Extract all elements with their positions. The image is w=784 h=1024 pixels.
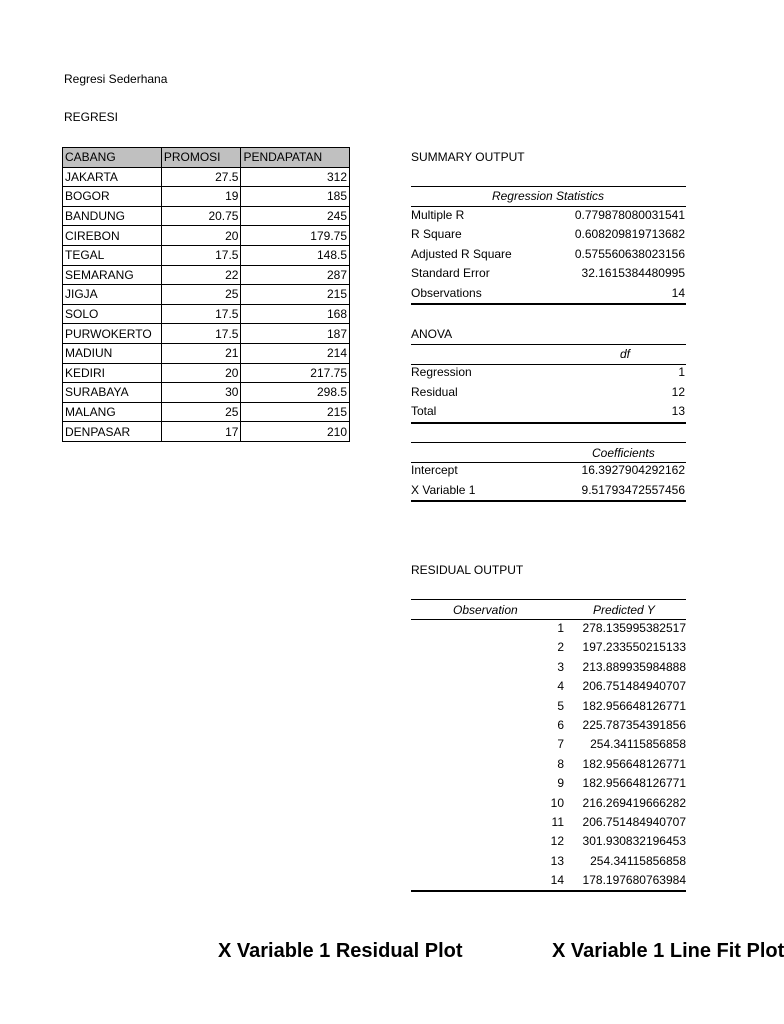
predicted-value: 213.889935984888: [582, 659, 686, 674]
pendapatan-cell: 214: [241, 343, 350, 363]
pendapatan-cell: 148.5: [241, 245, 350, 265]
anova-title: ANOVA: [411, 327, 453, 341]
promosi-cell: 20: [161, 363, 241, 383]
predicted-value: 225.787354391856: [582, 718, 686, 732]
anova-label: Residual: [411, 384, 458, 399]
pendapatan-cell: 179.75: [241, 226, 350, 246]
column-header-cabang: CABANG: [63, 148, 162, 168]
observation-number: 8: [557, 756, 564, 771]
observation-number: 12: [550, 834, 564, 849]
pendapatan-cell: 215: [241, 285, 350, 305]
stat-row: [411, 284, 685, 303]
observation-number: 14: [550, 873, 564, 888]
coefficient-label: X Variable 1: [411, 483, 476, 497]
predicted-value: 278.135995382517: [582, 621, 686, 635]
stat-row: [411, 225, 685, 244]
cabang-cell: SEMARANG: [63, 265, 162, 285]
table-row: [63, 265, 350, 285]
coefficient-label: Intercept: [411, 463, 458, 477]
observation-number: 1: [557, 621, 564, 635]
coefficient-row: [411, 481, 685, 500]
pendapatan-cell: 245: [241, 206, 350, 226]
promosi-cell: 17.5: [161, 304, 241, 324]
observation-number: 13: [550, 853, 564, 868]
table-row: [63, 363, 350, 383]
table-row: [63, 285, 350, 305]
promosi-cell: 25: [161, 402, 241, 422]
table-row: [63, 304, 350, 324]
cabang-cell: KEDIRI: [63, 363, 162, 383]
stat-label: Standard Error: [411, 266, 490, 281]
predicted-value: 206.751484940707: [582, 815, 686, 829]
observation-number: 4: [557, 679, 564, 694]
stat-label: R Square: [411, 227, 462, 242]
anova-row: [411, 383, 685, 402]
cabang-cell: SOLO: [63, 304, 162, 324]
anova-label: Total: [411, 404, 437, 418]
promosi-cell: 25: [161, 285, 241, 305]
predicted-value: 197.233550215133: [582, 640, 686, 655]
pendapatan-cell: 210: [241, 422, 350, 442]
stat-value: 0.779878080031541: [574, 208, 685, 222]
predicted-value: 301.930832196453: [582, 834, 686, 849]
residual-row: [411, 774, 686, 793]
cabang-cell: SURABAYA: [63, 383, 162, 403]
anova-row: [411, 402, 685, 421]
stat-value: 0.575560638023156: [574, 246, 685, 261]
observation-number: 5: [557, 698, 564, 713]
promosi-cell: 17: [161, 422, 241, 442]
promosi-cell: 27.5: [161, 167, 241, 187]
residual-row: [411, 735, 686, 754]
coefficient-value: 16.3927904292162: [581, 463, 685, 477]
df-header: df: [620, 347, 631, 361]
anova-row: [411, 363, 685, 382]
cabang-cell: JAKARTA: [63, 167, 162, 187]
divider: [411, 303, 686, 305]
pendapatan-cell: 287: [241, 265, 350, 285]
residual-plot-title: X Variable 1 Residual Plot: [218, 940, 463, 962]
residual-row: [411, 697, 686, 716]
pendapatan-cell: 215: [241, 402, 350, 422]
anova-value: 1: [678, 365, 685, 379]
residual-row: [411, 852, 686, 871]
table-header-row: [63, 148, 350, 168]
predicted-value: 254.34115856858: [590, 737, 686, 752]
cabang-cell: MALANG: [63, 402, 162, 422]
stat-row: [411, 245, 685, 264]
divider: [411, 186, 686, 187]
stat-value: 0.608209819713682: [574, 227, 685, 242]
divider: [411, 442, 686, 443]
residual-output-title: RESIDUAL OUTPUT: [411, 563, 524, 577]
observation-number: 3: [557, 659, 564, 674]
pendapatan-cell: 185: [241, 187, 350, 207]
coefficient-value: 9.51793472557456: [581, 483, 685, 497]
promosi-cell: 20.75: [161, 206, 241, 226]
table-row: [63, 422, 350, 442]
predicted-value: 182.956648126771: [582, 776, 686, 791]
stat-row: [411, 264, 685, 283]
document-title: Regresi Sederhana: [64, 72, 168, 86]
observation-number: 11: [551, 815, 564, 829]
pendapatan-cell: 187: [241, 324, 350, 344]
promosi-cell: 19: [161, 187, 241, 207]
divider: [411, 890, 686, 892]
residual-row: [411, 677, 686, 696]
predicted-value: 182.956648126771: [582, 756, 686, 771]
residual-row: [411, 716, 686, 735]
cabang-cell: JIGJA: [63, 285, 162, 305]
cabang-cell: TEGAL: [63, 245, 162, 265]
stat-value: 14: [671, 285, 685, 300]
promosi-cell: 22: [161, 265, 241, 285]
predicted-value: 254.34115856858: [590, 853, 686, 868]
observation-number: 6: [557, 718, 564, 732]
promosi-cell: 20: [161, 226, 241, 246]
residual-row: [411, 755, 686, 774]
cabang-cell: BOGOR: [63, 187, 162, 207]
stat-label: Multiple R: [411, 208, 465, 222]
table-row: [63, 206, 350, 226]
observation-number: 7: [557, 737, 564, 752]
table-row: [63, 383, 350, 403]
cabang-cell: CIREBON: [63, 226, 162, 246]
observation-number: 10: [550, 795, 564, 810]
promosi-cell: 21: [161, 343, 241, 363]
observation-number: 2: [557, 640, 564, 655]
stat-row: [411, 206, 685, 225]
coefficients-header: Coefficients: [592, 446, 655, 460]
column-header-pendapatan: PENDAPATAN: [241, 148, 350, 168]
column-header-promosi: PROMOSI: [161, 148, 241, 168]
predicted-value: 206.751484940707: [582, 679, 686, 694]
pendapatan-cell: 298.5: [241, 383, 350, 403]
residual-row: [411, 619, 686, 638]
table-row: [63, 343, 350, 363]
table-row: [63, 226, 350, 246]
residual-row: [411, 658, 686, 677]
observation-number: 9: [557, 776, 564, 791]
promosi-cell: 30: [161, 383, 241, 403]
summary-output-title: SUMMARY OUTPUT: [411, 150, 525, 164]
table-row: [63, 187, 350, 207]
pendapatan-cell: 312: [241, 167, 350, 187]
cabang-cell: BANDUNG: [63, 206, 162, 226]
promosi-cell: 17.5: [161, 245, 241, 265]
predicted-y-header: Predicted Y: [593, 603, 655, 617]
residual-row: [411, 794, 686, 813]
divider: [411, 500, 686, 502]
cabang-cell: MADIUN: [63, 343, 162, 363]
predicted-value: 216.269419666282: [582, 795, 686, 810]
regression-statistics-header: Regression Statistics: [491, 189, 605, 203]
anova-value: 13: [671, 404, 685, 418]
cabang-cell: DENPASAR: [63, 422, 162, 442]
predicted-value: 182.956648126771: [582, 698, 686, 713]
stat-label: Adjusted R Square: [411, 246, 512, 261]
table-row: [63, 167, 350, 187]
table-row: [63, 402, 350, 422]
divider: [411, 599, 686, 600]
section-heading: REGRESI: [64, 110, 119, 124]
coefficient-row: [411, 461, 685, 480]
stat-value: 32.1615384480995: [581, 266, 685, 281]
residual-row: [411, 638, 686, 657]
line-fit-plot-title: X Variable 1 Line Fit Plot: [552, 940, 784, 962]
promosi-cell: 17.5: [161, 324, 241, 344]
pendapatan-cell: 168: [241, 304, 350, 324]
residual-row: [411, 871, 686, 890]
anova-value: 12: [671, 384, 685, 399]
observation-header: Observation: [453, 603, 518, 617]
table-row: [63, 324, 350, 344]
divider: [411, 344, 686, 345]
predicted-value: 178.197680763984: [582, 873, 686, 888]
table-row: [63, 245, 350, 265]
anova-label: Regression: [411, 365, 472, 379]
residual-row: [411, 813, 686, 832]
data-table: [62, 147, 350, 442]
pendapatan-cell: 217.75: [241, 363, 350, 383]
cabang-cell: PURWOKERTO: [63, 324, 162, 344]
residual-row: [411, 832, 686, 851]
divider: [411, 422, 686, 424]
stat-label: Observations: [411, 285, 482, 300]
